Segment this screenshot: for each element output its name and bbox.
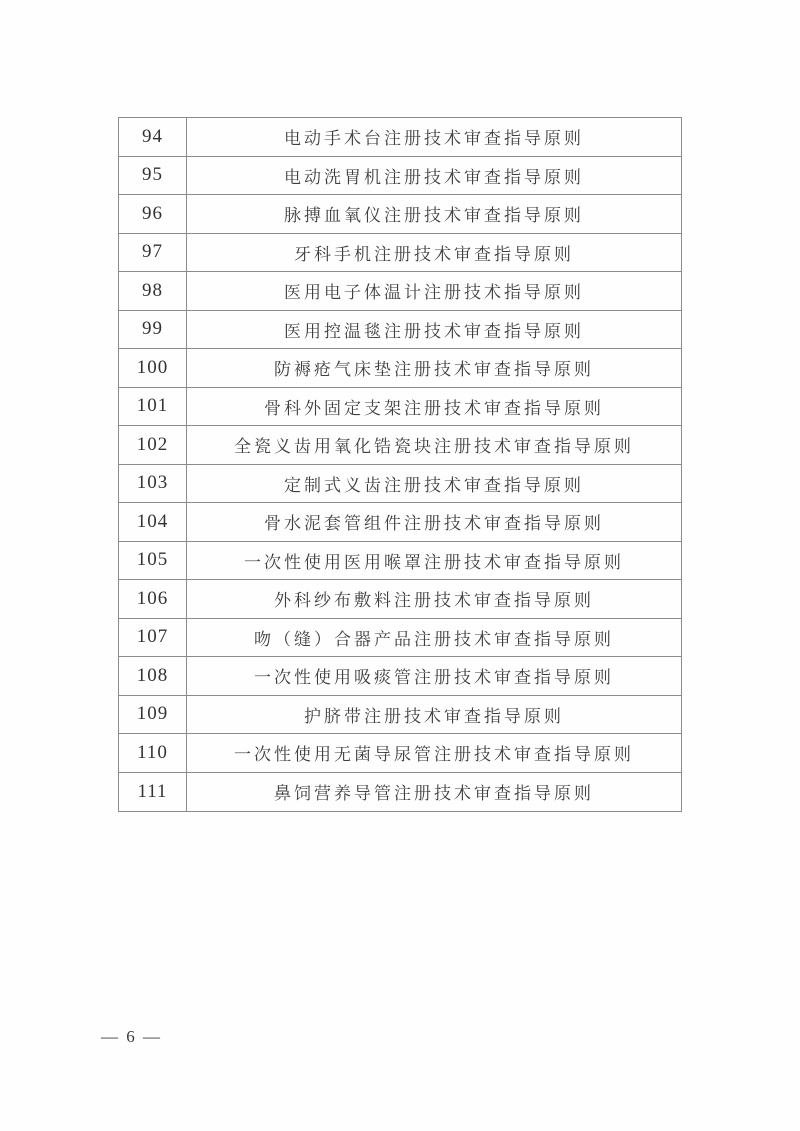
table-row: [119, 465, 681, 504]
row-title-cell: 医用控温毯注册技术审查指导原则: [284, 321, 584, 341]
table-row: [119, 619, 681, 658]
row-title-cell: 定制式义齿注册技术审查指导原则: [284, 475, 584, 495]
row-title-cell: 医用电子体温计注册技术指导原则: [284, 283, 584, 303]
row-title-cell: 一次性使用无菌导尿管注册技术审查指导原则: [234, 745, 634, 765]
row-title-cell: 骨科外固定支架注册技术审查指导原则: [264, 398, 604, 418]
row-title-cell: 牙科手机注册技术审查指导原则: [294, 244, 574, 264]
row-title-cell: 电动手术台注册技术审查指导原则: [284, 129, 584, 149]
row-title-cell: 脉搏血氧仪注册技术审查指导原则: [284, 206, 584, 226]
row-number-cell: 111: [119, 773, 187, 812]
row-title-cell: 防褥疮气床垫注册技术审查指导原则: [274, 360, 594, 380]
table-row: [119, 426, 681, 465]
table-row: [119, 773, 681, 812]
row-title-cell: 电动洗胃机注册技术审查指导原则: [284, 167, 584, 187]
table-row: [119, 234, 681, 273]
row-number-cell: 101: [119, 388, 187, 426]
table-row: [119, 580, 681, 619]
row-number-cell: 104: [119, 503, 187, 541]
row-number-cell: 100: [119, 349, 187, 387]
row-title-cell: 一次性使用吸痰管注册技术审查指导原则: [254, 668, 614, 688]
row-title-cell: 骨水泥套管组件注册技术审查指导原则: [264, 514, 604, 534]
row-number-cell: 106: [119, 580, 187, 618]
row-number-cell: 94: [119, 118, 187, 156]
page-number: — 6 —: [101, 1027, 162, 1046]
table-row: [119, 349, 681, 388]
row-number-cell: 95: [119, 157, 187, 195]
row-title-cell: 吻（缝）合器产品注册技术审查指导原则: [254, 629, 614, 649]
row-number-cell: 102: [119, 426, 187, 464]
table-row: [119, 272, 681, 311]
row-number-cell: 99: [119, 311, 187, 349]
row-number-cell: 96: [119, 195, 187, 233]
table-row: [119, 195, 681, 234]
row-title-cell: 鼻饲营养导管注册技术审查指导原则: [274, 784, 594, 804]
table-row: [119, 734, 681, 773]
table-row: [119, 657, 681, 696]
row-number-cell: 97: [119, 234, 187, 272]
table-row: [119, 157, 681, 196]
guideline-table: [118, 117, 682, 812]
row-number-cell: 103: [119, 465, 187, 503]
table-row: [119, 388, 681, 427]
row-title-cell: 外科纱布敷料注册技术审查指导原则: [274, 591, 594, 611]
table-row: [119, 542, 681, 581]
table-row: [119, 503, 681, 542]
table-row: [119, 118, 681, 157]
row-number-cell: 98: [119, 272, 187, 310]
row-number-cell: 108: [119, 657, 187, 695]
row-number-cell: 107: [119, 619, 187, 657]
row-number-cell: 109: [119, 696, 187, 734]
row-number-cell: 110: [119, 734, 187, 772]
row-title-cell: 护脐带注册技术审查指导原则: [304, 706, 564, 726]
row-title-cell: 一次性使用医用喉罩注册技术审查指导原则: [244, 552, 624, 572]
row-number-cell: 105: [119, 542, 187, 580]
row-title-cell: 全瓷义齿用氧化锆瓷块注册技术审查指导原则: [234, 437, 634, 457]
table-row: [119, 311, 681, 350]
table-row: [119, 696, 681, 735]
